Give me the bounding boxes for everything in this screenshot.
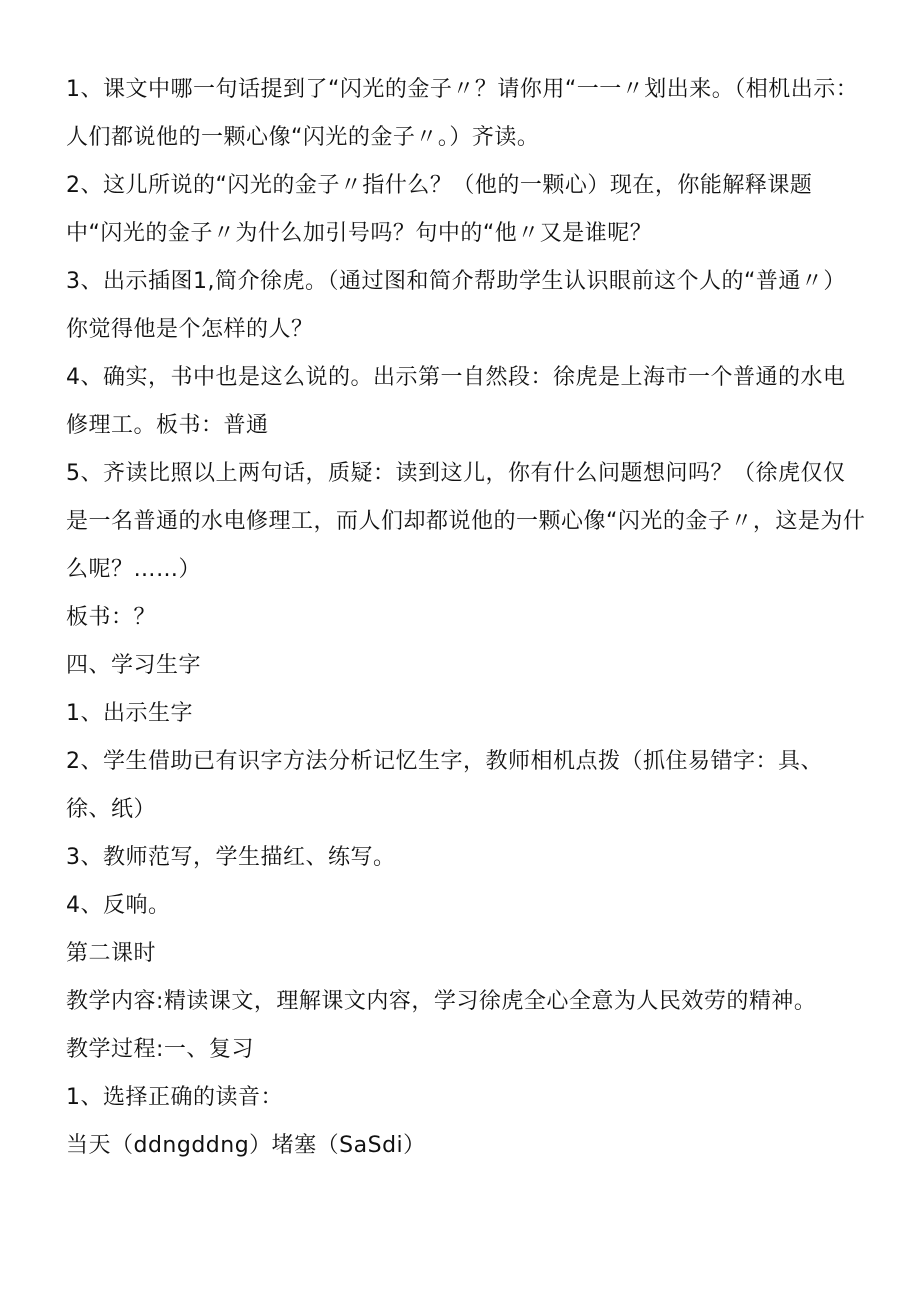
paragraph-1: 1、课文中哪一句话提到了“闪光的金子〃？请你用“一一〃划出来。（相机出示：人们都说他的一颗心像“闪光的金子〃。）齐读。 bbox=[66, 77, 859, 150]
paragraph-15: 1、选择正确的读音： bbox=[66, 1085, 283, 1110]
teaching-process: 教学过程:一、复习 bbox=[66, 1037, 254, 1062]
paragraph-11: 4、反响。 bbox=[66, 893, 171, 918]
paragraph-3: 3、出示插图1,简介徐虎。（通过图和简介帮助学生认识眼前这个人的“普通〃）你觉得他是个怎样的人？ bbox=[66, 269, 846, 342]
paragraph-5: 5、齐读比照以上两句话，质疑：读到这儿，你有什么问题想问吗？（徐虎仅仅是一名普通的水电修理工，而人们却都说他的一颗心像“闪光的金子〃，这是为什么呢？……） bbox=[66, 461, 866, 582]
section-heading-4: 四、学习生字 bbox=[66, 653, 202, 678]
paragraph-6: 板书：？ bbox=[66, 605, 157, 630]
lesson-heading: 第二课时 bbox=[66, 941, 157, 966]
teaching-content: 教学内容:精读课文，理解课文内容，学习徐虎全心全意为人民效劳的精神。 bbox=[66, 989, 817, 1014]
paragraph-4: 4、确实，书中也是这么说的。出示第一自然段：徐虎是上海市一个普通的水电修理工。板书：普通 bbox=[66, 365, 846, 438]
paragraph-9: 2、学生借助已有识字方法分析记忆生字，教师相机点拨（抓住易错字：具、徐、纸） bbox=[66, 749, 823, 822]
paragraph-8: 1、出示生字 bbox=[66, 701, 193, 726]
document-page bbox=[66, 66, 866, 1170]
paragraph-10: 3、教师范写，学生描红、练写。 bbox=[66, 845, 396, 870]
paragraph-2: 2、这儿所说的“闪光的金子〃指什么？（他的一颗心）现在，你能解释课题中“闪光的金子〃为什么加引号吗？句中的“他〃又是谁呢？ bbox=[66, 173, 813, 246]
paragraph-16: 当天（ddngddng）堵塞（SaSdi） bbox=[66, 1133, 426, 1158]
